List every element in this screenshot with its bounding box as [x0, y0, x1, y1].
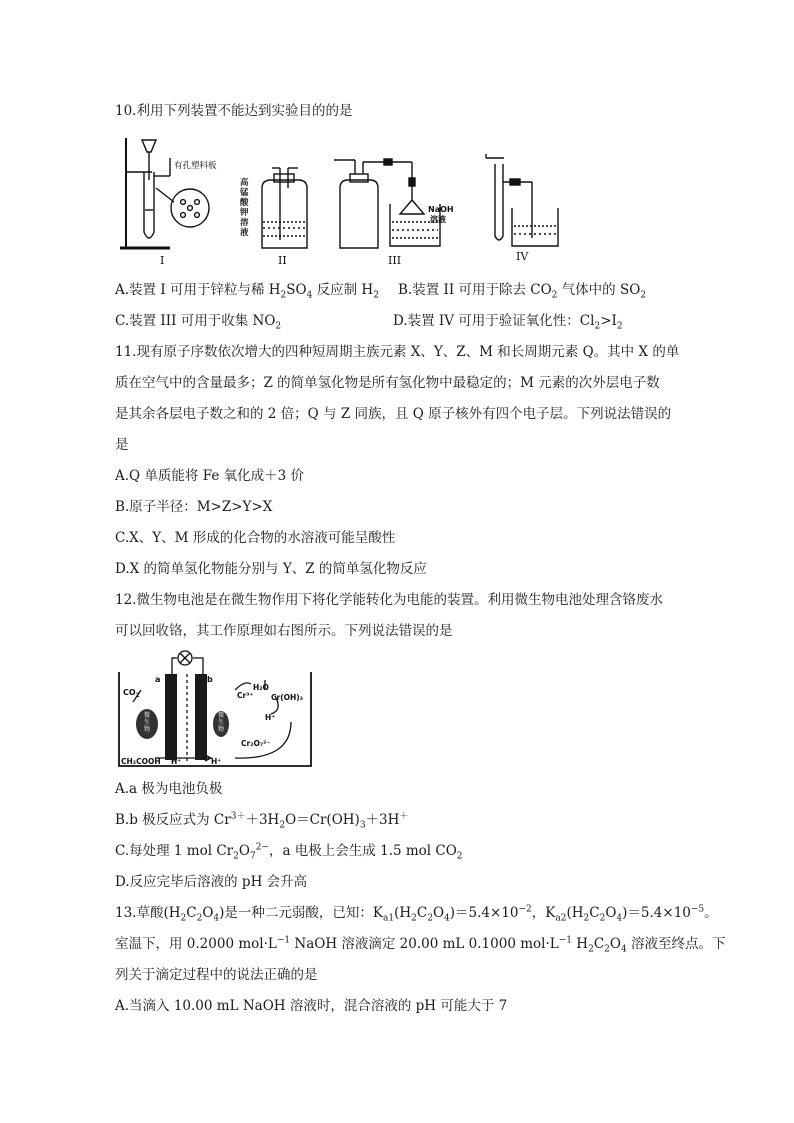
q12-microbial-cell-figure — [115, 650, 315, 770]
q12-option-c: C.每处理 1 mol $Cr_2O_7^{2-}$，a 电极上会生成 1.5 mol $CO_2$ — [115, 842, 463, 862]
q11-stem-line4: 是 — [115, 437, 129, 453]
label-electrode-b: b — [207, 675, 213, 684]
label-microbe-right: 微生物 — [217, 712, 225, 733]
label-electrode-a: a — [155, 675, 161, 684]
q13-stem-line3: 列关于滴定过程中的说法正确的是 — [115, 967, 318, 983]
q12-option-d: D.反应完毕后溶液的 pH 会升高 — [115, 874, 308, 890]
q10-option-a: A.装置 I 可用于锌粒与稀 $H_2SO_4$ 反应制 $H_2$ — [115, 282, 379, 301]
label-h2o: H₂O — [253, 683, 269, 692]
q11-option-a: A.Q 单质能将 Fe 氧化成＋3 价 — [115, 468, 304, 484]
roman-IV: IV — [516, 250, 529, 263]
q12-stem-line1: 12.微生物电池是在微生物作用下将化学能转化为电能的装置。利用微生物电池处理含铬废水 — [115, 592, 663, 608]
label-co2: $CO_2$ — [123, 688, 140, 699]
roman-II: II — [278, 254, 287, 267]
roman-I: I — [160, 254, 165, 267]
label-cr3: Cr³⁺ — [237, 691, 254, 700]
label-h-product: H⁺ — [265, 713, 276, 722]
q12-option-a: A.a 极为电池负极 — [115, 781, 223, 797]
roman-III: III — [388, 254, 402, 267]
q10-option-b: B.装置 II 可用于除去 $CO_2$ 气体中的 $SO_2$ — [398, 282, 647, 301]
label-kmno4: 高锰酸钾溶液 — [240, 178, 249, 238]
label-naoh-solution: 溶液 — [430, 215, 446, 224]
q13-option-a: A.当滴入 10.00 mL NaOH 溶液时，混合溶液的 pH 可能大于 7 — [115, 998, 508, 1014]
q11-stem-line2: 质在空气中的含量最多；Z 的简单氢化物是所有氢化物中最稳定的；M 元素的次外层电子数 — [115, 375, 660, 391]
q12-option-b: B.b 极反应式为 $Cr^{3+}+3H_2O=Cr(OH)_3+3H^+$ — [115, 811, 409, 831]
q12-stem-line2: 可以回收铬，其工作原理如右图所示。下列说法错误的是 — [115, 623, 453, 639]
label-h-right: H⁺ — [211, 757, 222, 766]
label-croh3: Cr(OH)₃ — [271, 693, 303, 702]
q10-option-d: D.装置 IV 可用于验证氧化性：$Cl_2>I_2$ — [393, 313, 623, 332]
q10-apparatus-figure — [112, 130, 562, 270]
q11-stem-line3: 是其余各层电子数之和的 2 倍；Q 与 Z 同族，且 Q 原子核外有四个电子层。下列说法错误的 — [115, 406, 672, 422]
label-h-left: H⁺ — [171, 757, 182, 766]
q13-stem-line1: 13.草酸$(H_2C_2O_4)$是一种二元弱酸，已知：$K_{a1}(H_2C_2O_4)=5.4\times 10^{-2}$，$K_{a2}(H_2C_2O_4)=5.4\times 10^{-5}$。 — [115, 904, 718, 924]
label-plate: 有孔塑料板 — [174, 161, 217, 171]
q11-option-b: B.原子半径：M>Z>Y>X — [115, 499, 273, 515]
label-cr2o7: Cr₂O₇²⁻ — [241, 739, 271, 748]
q11-option-c: C.X、Y、M 形成的化合物的水溶液可能呈酸性 — [115, 530, 396, 546]
q11-stem-line1: 11.现有原子序数依次增大的四种短周期主族元素 X、Y、Z、M 和长周期元素 Q。其中 X 的单 — [115, 344, 680, 360]
q11-option-d: D.X 的简单氢化物能分别与 Y、Z 的简单氢化物反应 — [115, 561, 427, 577]
q10-stem: 10.利用下列装置不能达到实验目的的是 — [115, 103, 353, 119]
label-naoh: NaOH — [428, 205, 454, 214]
label-acetic-acid: CH₃COOH — [121, 757, 161, 766]
label-microbe-left: 微生物 — [143, 712, 151, 733]
q10-option-c: C.装置 III 可用于收集 $NO_2$ — [115, 313, 282, 332]
q13-stem-line2: 室温下，用 0.2000 $mol\cdot L^{-1}$ NaOH 溶液滴定 20.00 mL 0.1000 $mol\cdot L^{-1}$ $H_2C_2O_4$ 溶液至终点。下 — [115, 935, 726, 955]
